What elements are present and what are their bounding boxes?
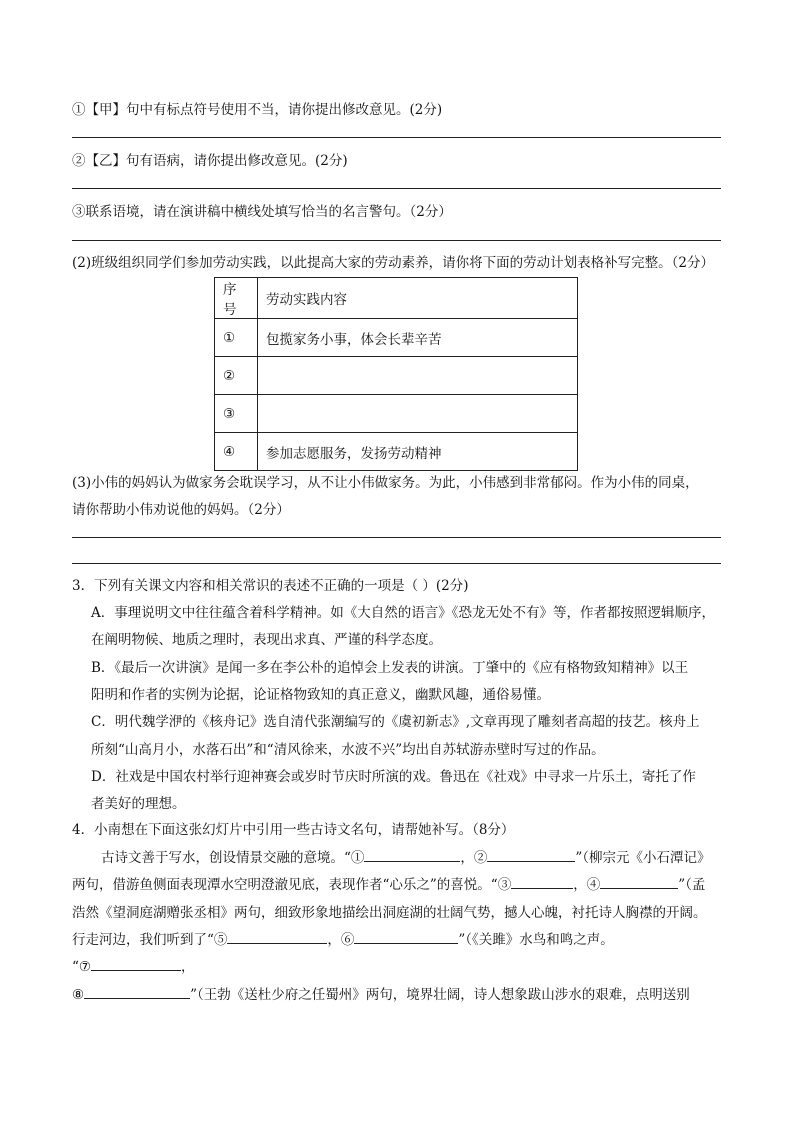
q4-text: 行走河边，我们听到了“⑤	[72, 932, 228, 948]
labor-plan-table	[214, 277, 578, 471]
q3-sub-line-2: 请你帮助小伟劝说他的妈妈。（2分）	[72, 502, 290, 518]
q4-line-6	[72, 983, 690, 1003]
blank-answer-cell[interactable]	[258, 395, 578, 433]
answer-line[interactable]	[72, 188, 721, 189]
option-a-cont: 在阐明物候、地质之理时，表现出求真、严谨的科学态度。	[91, 632, 442, 648]
q4-text: ，⑥	[327, 932, 355, 948]
answer-line[interactable]	[72, 137, 721, 138]
table-row	[215, 395, 578, 433]
q2-prompt: (2)班级组织同学们参加劳动实践，以此提高大家的劳动素养，请你将下面的劳动计划表格补写完整。（2分）	[72, 255, 714, 271]
q4-text: ，②	[460, 850, 488, 866]
fill-blank-7[interactable]	[91, 956, 181, 971]
answer-line[interactable]	[72, 240, 721, 241]
fill-blank-3[interactable]	[511, 874, 573, 889]
table-cell: ②	[215, 357, 258, 395]
option-c: C．明代魏学洢的《核舟记》选自清代张潮编写的《虞初新志》,文章再现了雕刻者高超的技艺。核舟上	[91, 714, 700, 730]
q1-item-2: ②【乙】句有语病，请你提出修改意见。(2分)	[72, 153, 348, 169]
answer-line[interactable]	[72, 563, 721, 564]
fill-blank-6[interactable]	[354, 929, 458, 944]
q4-line-3: 浩然《望洞庭湖赠张丞相》两句，细致形象地描绘出洞庭湖的壮阔气势，撼人心魄，衬托诗人胸襟的开阔。	[72, 905, 707, 921]
q4-text: ，④	[573, 877, 601, 893]
table-cell: 参加志愿服务，发扬劳动精神	[258, 433, 578, 471]
q4-line-2	[72, 873, 705, 893]
q4-text: ⑧	[72, 987, 85, 1003]
question-3-stem: 3．下列有关课文内容和相关常识的表述不正确的一项是（ ）(2分)	[72, 578, 469, 594]
question-4-stem: 4．小南想在下面这张幻灯片中引用一些古诗文名句，请帮她补写。（8分）	[72, 822, 515, 838]
blank-answer-cell[interactable]	[258, 357, 578, 395]
q4-text: ”（王勃《送杜少府之任蜀州》两句，境界壮阔，诗人想象跋山涉水的艰难，点明送别	[190, 987, 690, 1003]
option-b: B．《最后一次讲演》是闻一多在李公朴的追悼会上发表的讲演。丁肇中的《应有格物致知精神》以王	[91, 660, 689, 676]
table-header-row	[215, 278, 578, 319]
option-a: A．事理说明文中往往蕴含着科学精神。如《大自然的语言》《恐龙无处不有》等，作者都按照逻辑顺序，	[91, 605, 715, 621]
q4-line-5	[72, 955, 195, 975]
option-c-cont: 所刻“山高月小，水落石出”和“清风徐来，水波不兴”均出自苏轼游赤壁时写过的作品。	[91, 742, 605, 758]
table-header-cell: 劳动实践内容	[258, 278, 578, 319]
option-d: D．社戏是中国农村举行迎神赛会或岁时节庆时所演的戏。鲁迅在《社戏》中寻求一片乐土，寄托了作	[91, 769, 696, 785]
table-cell: 包揽家务小事，体会长辈辛苦	[258, 319, 578, 357]
q4-text: ”（柳宗元《小石潭记》	[575, 850, 711, 866]
q3-sub-line-1: (3)小伟的妈妈认为做家务会耽误学习，从不让小伟做家务。为此，小伟感到非常郁闷。作为小伟的同桌，	[72, 475, 699, 491]
table-cell: ①	[215, 319, 258, 357]
q1-item-3: ③联系语境，请在演讲稿中横线处填写恰当的名言警句。（2分）	[72, 204, 452, 220]
table-cell: ③	[215, 395, 258, 433]
fill-blank-1[interactable]	[364, 847, 460, 862]
fill-blank-2[interactable]	[487, 847, 575, 862]
table-cell: ④	[215, 433, 258, 471]
answer-line[interactable]	[72, 537, 721, 538]
table-row	[215, 357, 578, 395]
q4-text: 古诗文善于写水，创设情景交融的意境。“①	[101, 850, 365, 866]
table-row	[215, 433, 578, 471]
q4-line-1	[101, 846, 711, 866]
q4-text: 两句，借游鱼侧面表现潭水空明澄澈见底，表现作者“心乐之”的喜悦。“③	[72, 877, 512, 893]
q4-text: “⑦	[72, 959, 92, 975]
q4-text: ”（《关雎》水鸟和鸣之声。	[458, 932, 614, 948]
fill-blank-8[interactable]	[84, 984, 190, 999]
fill-blank-5[interactable]	[227, 929, 327, 944]
fill-blank-4[interactable]	[600, 874, 678, 889]
table-header-cell: 序号	[215, 278, 258, 319]
q1-item-1: ①【甲】句中有标点符号使用不当，请你提出修改意见。(2分)	[72, 102, 443, 118]
q4-text: ，	[181, 959, 195, 975]
table-row	[215, 319, 578, 357]
q4-line-4	[72, 928, 614, 948]
option-d-cont: 者美好的理想。	[91, 796, 186, 812]
option-b-cont: 阳明和作者的实例为论据，论证格物致知的真正意义，幽默风趣，通俗易懂。	[91, 687, 550, 703]
q4-text: ”（孟	[678, 877, 706, 893]
